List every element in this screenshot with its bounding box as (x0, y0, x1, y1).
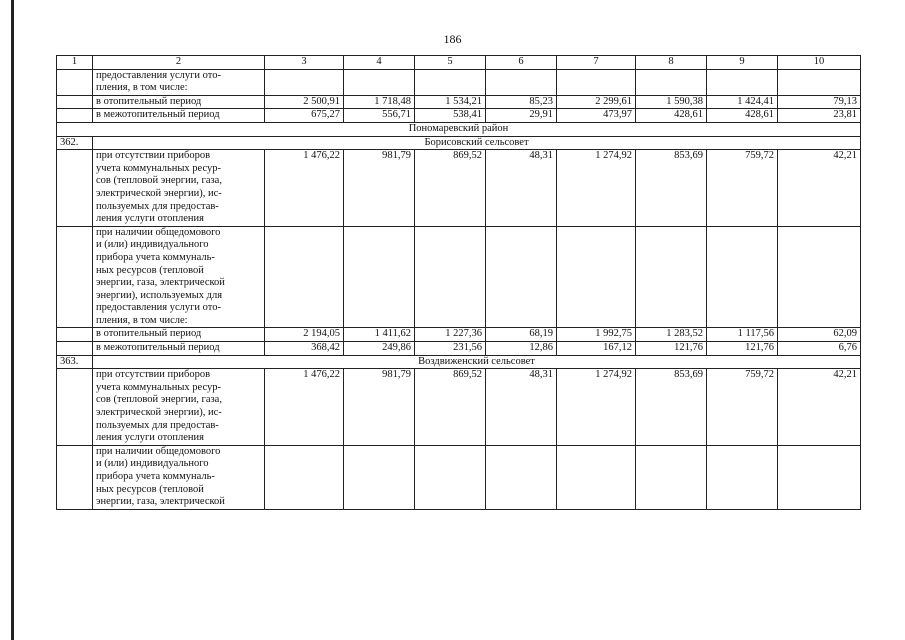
table-cell: 1 992,75 (557, 328, 636, 342)
row-description: предоставления услуги ото- пления, в том числе: (93, 69, 265, 95)
table-cell: 121,76 (707, 342, 778, 356)
column-header: 2 (93, 56, 265, 70)
table-cell: 23,81 (778, 109, 861, 123)
table-cell: 1 476,22 (265, 150, 344, 227)
table-cell: 48,31 (486, 150, 557, 227)
table-cell: 556,71 (344, 109, 415, 123)
binding-edge-line (11, 0, 14, 640)
table-cell: 167,12 (557, 342, 636, 356)
row-description: при отсутствии приборов учета коммунальных ресур- сов (тепловой энергии, газа, электрической энергии), ис- пользуемых для предостав- ления услуги отопления (93, 150, 265, 227)
table-cell: 368,42 (265, 342, 344, 356)
table-row (57, 342, 861, 356)
table-cell: 121,76 (636, 342, 707, 356)
table-cell: 675,27 (265, 109, 344, 123)
row-label: в межотопительный период (93, 109, 265, 123)
column-header: 3 (265, 56, 344, 70)
column-header: 10 (778, 56, 861, 70)
table-cell: 1 718,48 (344, 95, 415, 109)
column-header: 1 (57, 56, 93, 70)
table-cell: 1 476,22 (265, 369, 344, 446)
table-cell: 12,86 (486, 342, 557, 356)
row-number: 363. (57, 355, 93, 369)
row-number: 362. (57, 136, 93, 150)
table-cell: 473,97 (557, 109, 636, 123)
table-cell: 869,52 (415, 369, 486, 446)
table-row (57, 445, 861, 509)
table-cell: 62,09 (778, 328, 861, 342)
table-row (57, 95, 861, 109)
table-cell: 48,31 (486, 369, 557, 446)
table-cell: 42,21 (778, 150, 861, 227)
row-description: при отсутствии приборов учета коммунальных ресур- сов (тепловой энергии, газа, электрической энергии), ис- пользуемых для предостав- ления услуги отопления (93, 369, 265, 446)
table-cell: 1 274,92 (557, 150, 636, 227)
table-cell: 853,69 (636, 150, 707, 227)
table-cell: 1 283,52 (636, 328, 707, 342)
table-cell: 2 299,61 (557, 95, 636, 109)
table-cell: 1 227,36 (415, 328, 486, 342)
table-cell: 231,56 (415, 342, 486, 356)
table-cell: 853,69 (636, 369, 707, 446)
row-description: при наличии общедомового и (или) индивидуального прибора учета коммуналь- ных ресурсов (тепловой энергии, газа, электрической энергии), используемых для предоставления услуги ото- пления, в том числе: (93, 226, 265, 328)
table-cell: 759,72 (707, 150, 778, 227)
settlement-name: Борисовский сельсовет (93, 136, 861, 150)
column-header: 8 (636, 56, 707, 70)
row-label: в межотопительный период (93, 342, 265, 356)
table-row (57, 150, 861, 227)
table-cell: 428,61 (707, 109, 778, 123)
column-header: 4 (344, 56, 415, 70)
table-cell: 29,91 (486, 109, 557, 123)
settlement-row (57, 355, 861, 369)
table-cell: 249,86 (344, 342, 415, 356)
table-cell: 759,72 (707, 369, 778, 446)
page-number: 186 (443, 32, 462, 46)
table-row (57, 69, 861, 95)
table-cell: 538,41 (415, 109, 486, 123)
table-cell: 1 411,62 (344, 328, 415, 342)
row-label: в отопительный период (93, 328, 265, 342)
table-cell: 869,52 (415, 150, 486, 227)
column-header: 6 (486, 56, 557, 70)
table-cell: 79,13 (778, 95, 861, 109)
table-cell: 68,19 (486, 328, 557, 342)
settlement-row (57, 136, 861, 150)
table-cell: 2 194,05 (265, 328, 344, 342)
column-number-row (57, 56, 861, 70)
table-cell: 1 424,41 (707, 95, 778, 109)
table-cell: 85,23 (486, 95, 557, 109)
table-cell: 981,79 (344, 369, 415, 446)
settlement-name: Воздвиженский сельсовет (93, 355, 861, 369)
table-cell: 981,79 (344, 150, 415, 227)
table-row (57, 109, 861, 123)
tariff-table (56, 55, 861, 510)
table-cell: 428,61 (636, 109, 707, 123)
table-cell: 1 534,21 (415, 95, 486, 109)
column-header: 9 (707, 56, 778, 70)
table-cell: 1 590,38 (636, 95, 707, 109)
table-cell: 1 117,56 (707, 328, 778, 342)
table-row (57, 226, 861, 328)
district-row (57, 122, 861, 136)
table-cell: 1 274,92 (557, 369, 636, 446)
row-description: при наличии общедомового и (или) индивидуального прибора учета коммуналь- ных ресурсов (тепловой энергии, газа, электрической (93, 445, 265, 509)
table-row (57, 369, 861, 446)
column-header: 7 (557, 56, 636, 70)
row-label: в отопительный период (93, 95, 265, 109)
table-cell: 2 500,91 (265, 95, 344, 109)
table-row (57, 328, 861, 342)
table-cell: 42,21 (778, 369, 861, 446)
district-name: Пономаревский район (57, 122, 861, 136)
column-header: 5 (415, 56, 486, 70)
table-cell: 6,76 (778, 342, 861, 356)
